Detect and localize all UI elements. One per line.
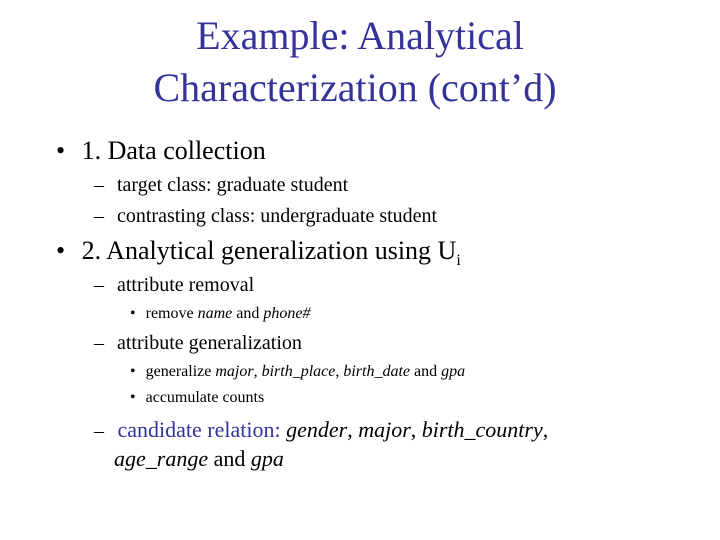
generalize-prefix: generalize	[145, 363, 216, 380]
and-text: and	[410, 363, 442, 380]
term-gpa: gpa	[250, 446, 284, 471]
dash-marker: –	[94, 274, 104, 296]
term-name: name	[197, 305, 233, 322]
comma: ,	[335, 363, 344, 380]
bullet-marker: •	[56, 236, 66, 265]
item-attribute-generalization	[94, 332, 302, 355]
term-birth-place: birth_place	[261, 363, 336, 380]
slide-title	[0, 10, 720, 114]
term-major: major	[215, 363, 254, 380]
bullet-marker: •	[130, 389, 136, 406]
bullet-text: 1. Data collection	[81, 136, 266, 165]
subitem-text	[146, 363, 466, 380]
dash-marker: –	[94, 205, 104, 227]
term-birth-country: birth_country	[421, 417, 543, 442]
subitem-text: accumulate counts	[145, 389, 265, 406]
item-contrasting-class	[94, 205, 437, 228]
item-text: contrasting class: undergraduate student	[117, 205, 438, 227]
title-line-2: Characterization (cont’d)	[153, 65, 557, 110]
subitem-remove	[130, 305, 310, 323]
comma: ,	[253, 363, 262, 380]
remove-prefix: remove	[145, 305, 198, 322]
item-text	[94, 417, 548, 471]
and-text: and	[232, 305, 264, 322]
subscript-i: i	[456, 252, 461, 270]
term-phone: phone#	[263, 305, 311, 322]
subitem-accumulate	[130, 389, 264, 407]
item-text: attribute removal	[117, 274, 255, 296]
dash-marker: –	[94, 174, 104, 196]
term-gender: gender	[286, 417, 348, 442]
term-age-range: age_range	[114, 446, 209, 471]
dash-marker: –	[94, 332, 104, 354]
bullet-marker: •	[130, 305, 136, 322]
subitem-generalize	[130, 363, 465, 381]
comma: ,	[542, 417, 549, 442]
comma: ,	[410, 417, 422, 442]
and-text: and	[208, 446, 251, 471]
comma: ,	[347, 417, 359, 442]
term-birth-date: birth_date	[343, 363, 411, 380]
title-line-1: Example: Analytical	[196, 13, 524, 58]
item-text: target class: graduate student	[117, 174, 349, 196]
item-candidate-relation	[94, 416, 654, 473]
bullet-marker: •	[130, 363, 136, 380]
bullet-text: 2. Analytical generalization using U	[81, 236, 457, 265]
subitem-text	[146, 305, 311, 322]
term-gpa: gpa	[441, 363, 466, 380]
bullet-data-collection	[56, 136, 266, 166]
term-major: major	[358, 417, 411, 442]
dash-marker: –	[94, 420, 104, 442]
candidate-label: candidate relation:	[117, 417, 287, 442]
item-attribute-removal	[94, 274, 254, 297]
bullet-marker: •	[56, 136, 66, 165]
item-text: attribute generalization	[117, 332, 302, 354]
bullet-analytical-generalization	[56, 236, 461, 270]
item-target-class	[94, 174, 348, 197]
